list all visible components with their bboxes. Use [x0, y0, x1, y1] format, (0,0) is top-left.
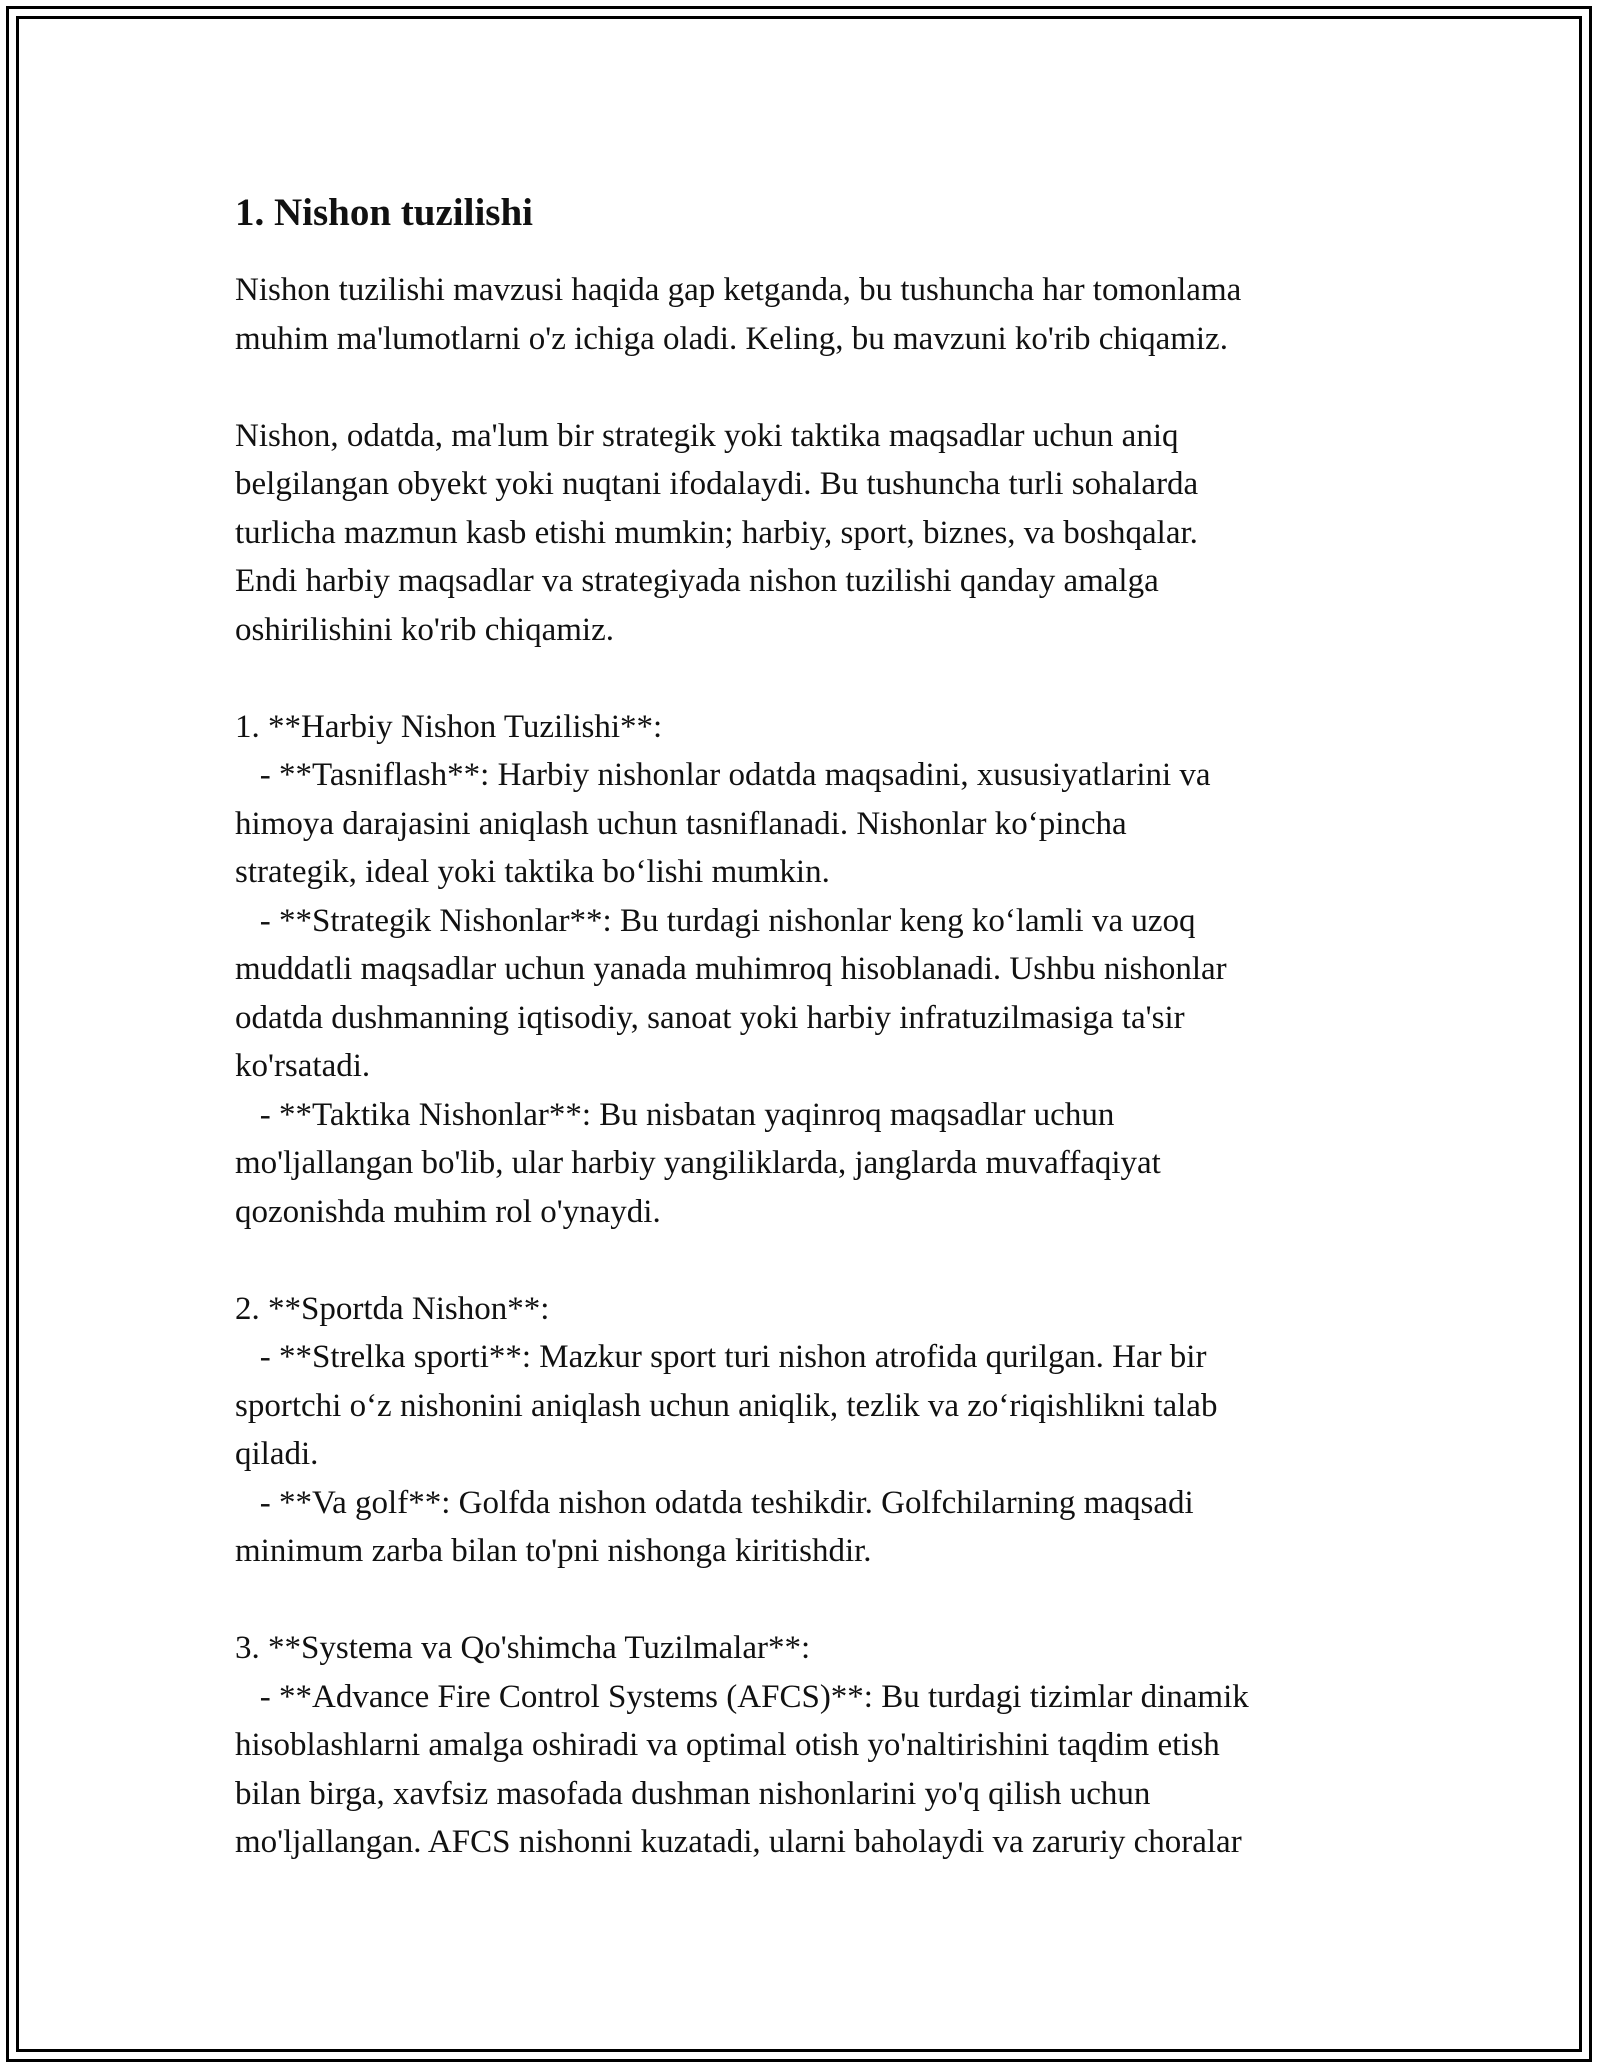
text-line: odatda dushmanning iqtisodiy, sanoat yoki harbiy infratuzilmasiga ta'sir: [235, 999, 1185, 1036]
intro-paragraph: [235, 266, 1385, 363]
definition-paragraph: [235, 412, 1385, 655]
list-item-line: - **Va golf**: Golfda nishon odatda teshikdir. Golfchilarning maqsadi: [235, 1484, 1194, 1521]
document-body: [235, 188, 1385, 1867]
section-heading: 1. **Harbiy Nishon Tuzilishi**:: [235, 708, 663, 745]
list-item-line: - **Tasniflash**: Harbiy nishonlar odatda maqsadini, xususiyatlarini va: [235, 757, 1211, 793]
list-item-line: - **Advance Fire Control Systems (AFCS)**: Bu turdagi tizimlar dinamik: [235, 1678, 1249, 1715]
text-line: turlicha mazmun kasb etishi mumkin; harbiy, sport, biznes, va boshqalar.: [235, 514, 1198, 551]
text-line: sportchi oʻz nishonini aniqlash uchun aniqlik, tezlik va zoʻriqishlikni talab: [235, 1387, 1218, 1424]
text-line: hisoblashlarni amalga oshiradi va optimal otish yo'naltirishini taqdim etish: [235, 1727, 1220, 1763]
text-line: ko'rsatadi.: [235, 1048, 371, 1084]
paragraph-gap: [235, 1576, 1385, 1625]
text-line: bilan birga, xavfsiz masofada dushman nishonlarini yo'q qilish uchun: [235, 1775, 1151, 1812]
text-line: Endi harbiy maqsadlar va strategiyada nishon tuzilishi qanday amalga: [235, 563, 1159, 599]
text-line: strategik, ideal yoki taktika boʻlishi mumkin.: [235, 854, 830, 890]
text-line: oshirilishini ko'rib chiqamiz.: [235, 611, 614, 648]
paragraph-gap: [235, 654, 1385, 703]
paragraph-gap: [235, 363, 1385, 412]
section-systems: [235, 1624, 1385, 1867]
text-line: qozonishda muhim rol o'ynaydi.: [235, 1193, 661, 1230]
section-military: [235, 703, 1385, 1237]
list-item-line: - **Strategik Nishonlar**: Bu turdagi nishonlar keng koʻlamli va uzoq: [235, 902, 1196, 939]
text-line: minimum zarba bilan to'pni nishonga kiritishdir.: [235, 1533, 872, 1569]
list-item-line: - **Taktika Nishonlar**: Bu nisbatan yaqinroq maqsadlar uchun: [235, 1096, 1115, 1133]
list-item-line: - **Strelka sporti**: Mazkur sport turi nishon atrofida qurilgan. Har bir: [235, 1339, 1207, 1375]
text-line: Nishon, odatda, ma'lum bir strategik yoki taktika maqsadlar uchun aniq: [235, 417, 1179, 454]
document-title: 1. Nishon tuzilishi: [235, 191, 534, 234]
text-line: muddatli maqsadlar uchun yanada muhimroq hisoblanadi. Ushbu nishonlar: [235, 951, 1227, 987]
section-heading: 2. **Sportda Nishon**:: [235, 1290, 550, 1327]
text-line: Nishon tuzilishi mavzusi haqida gap ketganda, bu tushuncha har tomonlama: [235, 272, 1242, 308]
paragraph-gap: [235, 1236, 1385, 1285]
text-line: qiladi.: [235, 1436, 319, 1472]
section-heading: 3. **Systema va Qo'shimcha Tuzilmalar**:: [235, 1630, 811, 1666]
text-line: muhim ma'lumotlarni o'z ichiga oladi. Keling, bu mavzuni ko'rib chiqamiz.: [235, 320, 1228, 357]
section-sport: [235, 1285, 1385, 1576]
text-line: mo'ljallangan bo'lib, ular harbiy yangiliklarda, janglarda muvaffaqiyat: [235, 1145, 1161, 1181]
text-line: himoya darajasini aniqlash uchun tasniflanadi. Nishonlar koʻpincha: [235, 805, 1127, 842]
text-line: mo'ljallangan. AFCS nishonni kuzatadi, ularni baholaydi va zaruriy choralar: [235, 1824, 1242, 1860]
text-line: belgilangan obyekt yoki nuqtani ifodalaydi. Bu tushuncha turli sohalarda: [235, 466, 1199, 502]
